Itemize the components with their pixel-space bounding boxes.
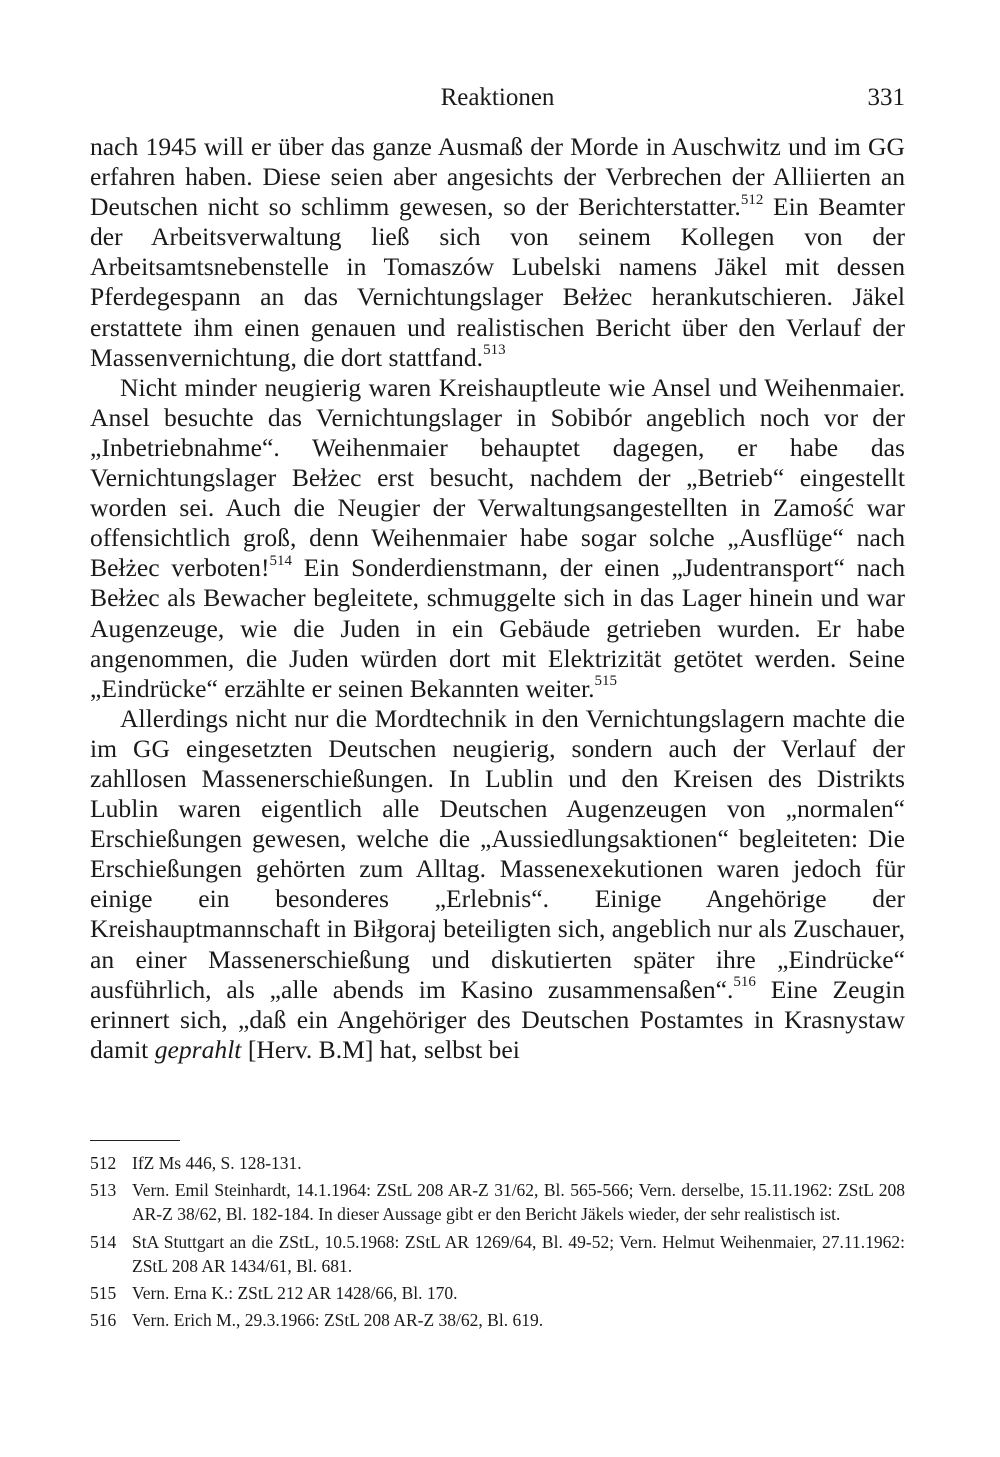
emphasized-text: geprahlt bbox=[154, 1034, 242, 1064]
page-header bbox=[90, 80, 905, 116]
paragraph-text: Nicht minder neugierig waren Kreishauptleute wie Ansel und Weihenmaier. Ansel besuchte das Vernichtungslager in Sobibór angeblich noch vor der „Inbetriebnahme“. Weihenmaier behauptet dagegen, er habe das Vernichtungslager Bełżec erst besucht, nachdem der „Betrieb“ eingestellt worden sei. Auch die Neugier der Verwaltungsangestellten in Zamość war offensichtlich groß, denn Weihenmaier habe sogar solche „Ausflüge“ nach Bełżec verboten! bbox=[90, 372, 905, 583]
footnote bbox=[90, 1178, 905, 1226]
footnote-number: 516 bbox=[90, 1310, 117, 1331]
paragraph-text: [Herv. B.M] hat, selbst bei bbox=[241, 1034, 520, 1064]
footnote-text: Vern. Emil Steinhardt, 14.1.1964: ZStL 208 AR-Z 31/62, Bl. 565-566; Vern. derselbe, 15.11.1962: ZStL 208 AR-Z 38/62, Bl. 182-184. In dieser Aussage gibt er den Bericht Jäkels wieder, der sehr realistisch ist. bbox=[132, 1180, 905, 1225]
footnote-number: 515 bbox=[90, 1283, 117, 1304]
footnote bbox=[90, 1151, 905, 1175]
footnote-text: Vern. Erna K.: ZStL 212 AR 1428/66, Bl. 170. bbox=[132, 1283, 458, 1304]
footnote-number: 513 bbox=[90, 1180, 117, 1201]
page-number: 331 bbox=[867, 84, 905, 111]
running-title: Reaktionen bbox=[440, 84, 555, 111]
footnote-ref: 512 bbox=[740, 191, 764, 208]
footnote-text: Vern. Erich M., 29.3.1966: ZStL 208 AR-Z 38/62, Bl. 619. bbox=[132, 1310, 544, 1331]
footnote-ref: 513 bbox=[483, 342, 506, 359]
footnote-text: StA Stuttgart an die ZStL, 10.5.1968: ZStL AR 1269/64, Bl. 49-52; Vern. Helmut Weihenmaier, 27.11.1962: ZStL 208 AR 1434/61, Bl. 681. bbox=[132, 1231, 905, 1276]
paragraph bbox=[90, 373, 905, 704]
footnotes bbox=[90, 1151, 905, 1335]
body-text bbox=[90, 132, 905, 1065]
paragraph-text: Ein Beamter der Arbeitsverwaltung ließ sich von seinem Kollegen von der Arbeitsamtsnebenstelle in Tomaszów Lubelski namens Jäkel mit dessen Pferdegespann an das Vernichtungslager Bełżec herankutschieren. Jäkel erstattete ihm einen genauen und realistischen Bericht über den Verlauf der Massenvernichtung, die dort stattfand. bbox=[90, 192, 905, 372]
footnote bbox=[90, 1308, 905, 1332]
paragraph bbox=[90, 704, 905, 1065]
paragraph-text: Ein Sonderdienstmann, der einen „Judentransport“ nach Bełżec als Bewacher begleitete, schmuggelte sich in das Lager hinein und war Augenzeuge, wie die Juden in ein Gebäude getrieben wurden. Er habe angenommen, die Juden würden dort mit Elektrizität getötet werden. Seine „Eindrücke“ erzählte er seinen Bekannten weiter. bbox=[90, 553, 905, 703]
footnote-ref: 514 bbox=[269, 552, 292, 569]
footnote-separator bbox=[90, 1140, 180, 1141]
paragraph-text: Eine Zeugin erinnert sich, „daß ein Angehöriger des Deutschen Postamtes in Krasnystaw damit bbox=[90, 974, 905, 1064]
paragraph-text: nach 1945 will er über das ganze Ausmaß der Morde in Auschwitz und im GG erfahren haben. Diese seien aber angesichts der Verbrechen der Alliierten an Deutschen nicht so schlimm gewesen, so der Berichterstatter. bbox=[90, 132, 905, 222]
paragraph bbox=[90, 132, 905, 373]
footnote-ref: 516 bbox=[733, 974, 756, 991]
footnote-number: 512 bbox=[90, 1153, 117, 1173]
footnote-ref: 515 bbox=[594, 673, 618, 690]
footnote bbox=[90, 1230, 905, 1278]
paragraph-text: Allerdings nicht nur die Mordtechnik in den Vernichtungslagern machte die im GG eingesetzten Deutschen neugierig, sondern auch der Verlauf der zahllosen Massenerschießungen. In Lublin und den Kreisen des Distrikts Lublin waren eigentlich alle Deutschen Augenzeugen von „normalen“ Erschießungen gewesen, welche die „Aussiedlungsaktionen“ begleiteten: Die Erschießungen gehörten zum Alltag. Massenexekutionen waren jedoch für einige ein besonderes „Erlebnis“. Einige Angehörige der Kreishauptmannschaft in Biłgoraj beteiligten sich, angeblich nur als Zuschauer, an einer Massenerschießung und diskutierten später ihre „Eindrücke“ ausführlich, als „alle abends im Kasino zusammensaßen“. bbox=[90, 703, 905, 1004]
footnote bbox=[90, 1281, 905, 1305]
footnote-text: IfZ Ms 446, S. 128-131. bbox=[132, 1153, 302, 1173]
footnote-number: 514 bbox=[90, 1231, 117, 1252]
